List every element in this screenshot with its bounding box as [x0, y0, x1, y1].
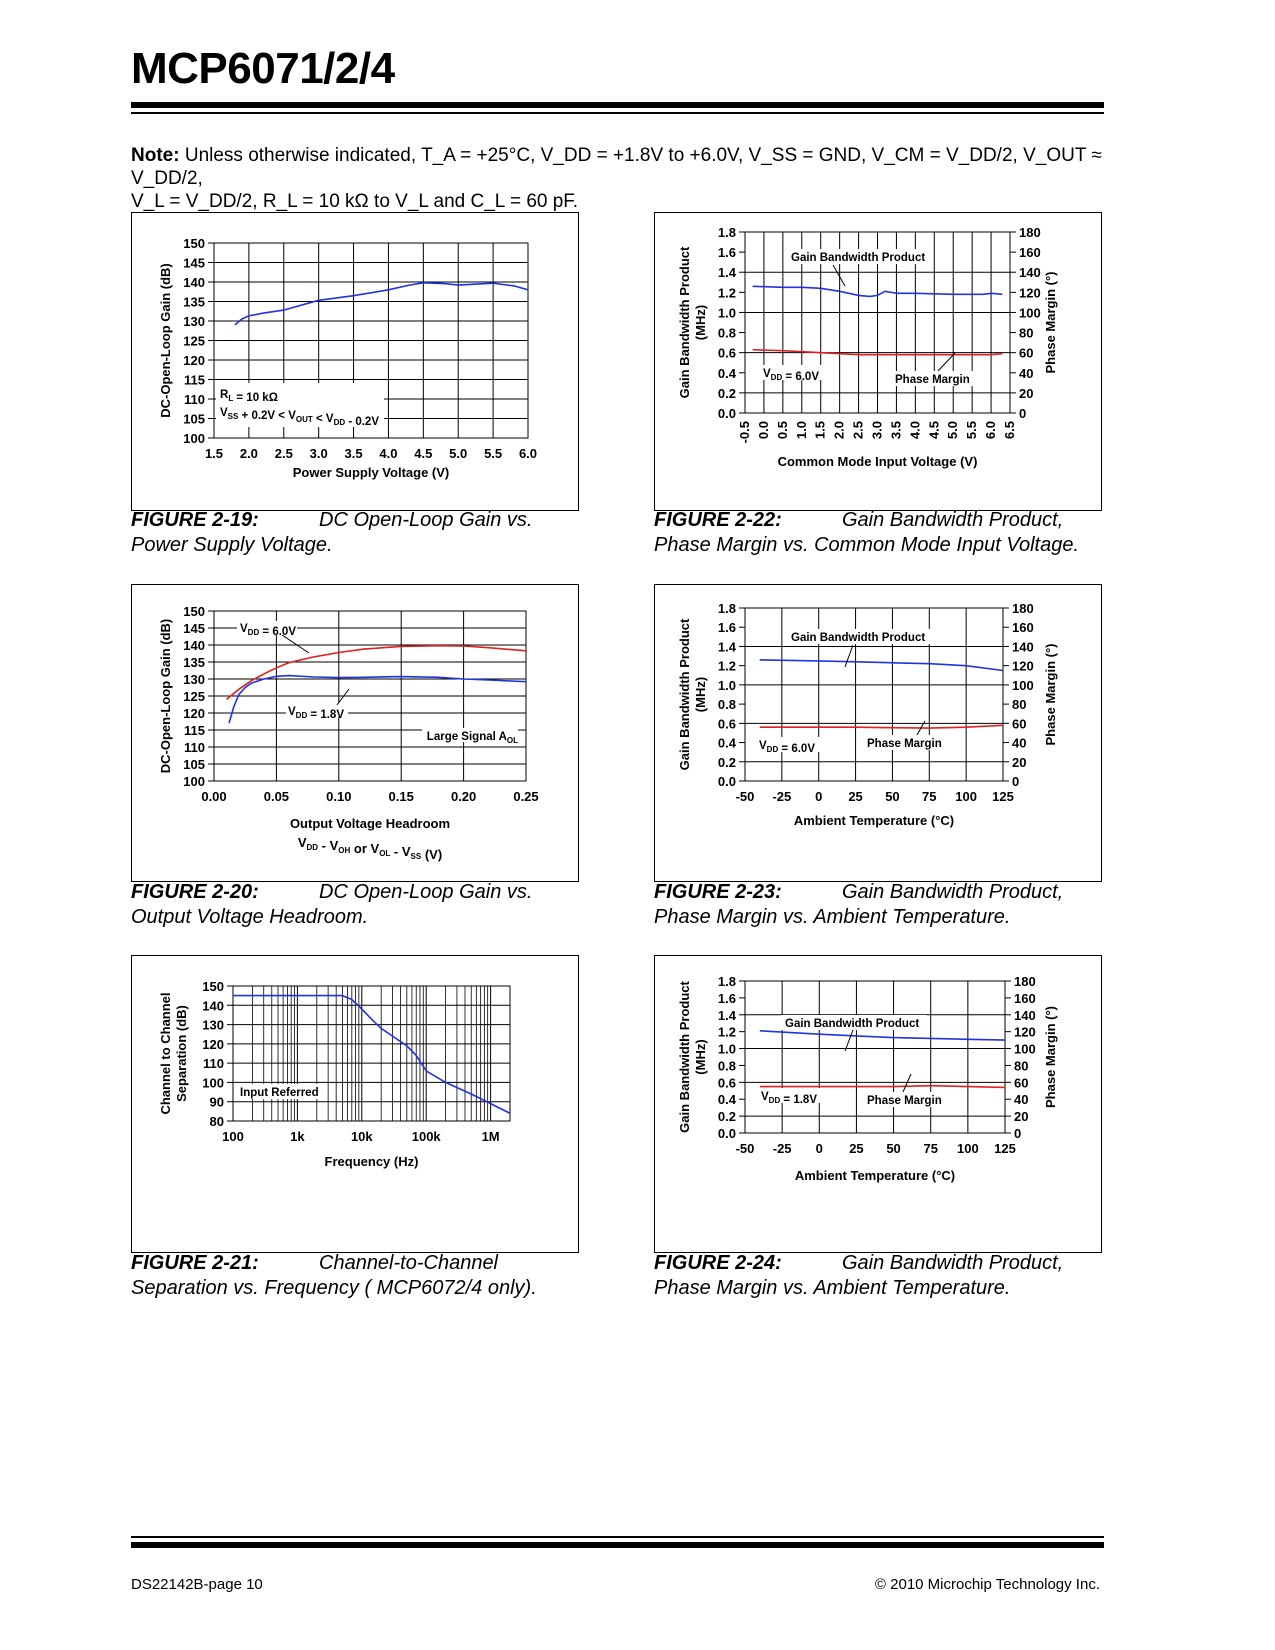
y-tick-label: 0.8	[717, 697, 736, 713]
y-tick-label: 125	[183, 333, 205, 349]
x-tick-label: 4.0	[379, 446, 398, 461]
chart-fig23-box	[654, 584, 1102, 882]
y-tick-label: 0.6	[717, 1075, 736, 1091]
header-rule	[131, 102, 1104, 108]
figure-title-line2: Phase Margin vs. Ambient Temperature.	[654, 906, 1011, 928]
x-tick-label: 25	[848, 789, 863, 804]
y2-tick-label: 20	[1014, 1109, 1029, 1125]
y2-tick-label: 60	[1012, 716, 1027, 732]
y-tick-label: 135	[183, 294, 205, 310]
y-axis-label-2: (MHz)	[693, 304, 708, 341]
y-axis-label: Gain Bandwidth Product	[677, 246, 692, 399]
y-tick-label: 150	[183, 604, 205, 619]
x-tick-label: 75	[922, 789, 937, 804]
x-tick-label: 5.0	[449, 446, 468, 461]
x-tick-label: 1M	[481, 1129, 500, 1144]
y-tick-label: 130	[183, 672, 205, 687]
annotation-vdd: $V_{DD} = 6.0V$	[759, 740, 815, 755]
y2-tick-label: 180	[1014, 974, 1036, 989]
y-tick-label: 0.2	[717, 385, 736, 401]
y2-axis-label: Phase Margin (°)	[1043, 271, 1058, 374]
figure-title-line2: Phase Margin vs. Ambient Temperature.	[654, 1277, 1011, 1299]
x-tick-label: -25	[772, 789, 792, 804]
y-tick-label: 110	[184, 740, 205, 755]
y2-tick-label: 0	[1019, 406, 1027, 421]
figure-title: Gain Bandwidth Product,	[842, 509, 1064, 531]
note-line1: Unless otherwise indicated, T_A = +25°C, V_DD = +1.8V to +6.0V, V_SS = GND, V_CM = V_DD/2, V_OUT ≈ V_DD/2,	[131, 145, 1102, 189]
annotation-vdd-6v: $V_{DD} = 6.0V$	[240, 623, 296, 638]
y-tick-label: 135	[183, 655, 205, 670]
x-tick-label: 25	[849, 1141, 864, 1156]
figure-number: FIGURE 2-23:	[654, 881, 782, 903]
y-tick-label: 1.4	[717, 265, 736, 281]
y-tick-label: 145	[183, 255, 205, 271]
page-title: MCP6071/2/4	[131, 44, 395, 93]
x-tick-label: 100	[955, 789, 977, 804]
y-tick-label: 140	[183, 275, 205, 290]
x-tick-label: 0.20	[450, 789, 477, 804]
y2-tick-label: 140	[1014, 1007, 1036, 1023]
y-tick-label: 130	[202, 1017, 224, 1033]
y-tick-label: 110	[184, 392, 205, 407]
x-tick-label: 100k	[411, 1129, 441, 1144]
y-tick-label: 1.8	[717, 225, 736, 240]
x-tick-label: 2.0	[239, 446, 258, 461]
chart-fig19	[132, 213, 578, 510]
x-tick-label: 3.0	[309, 446, 328, 461]
header-rule-thin	[131, 112, 1104, 114]
footer-rule-thin	[131, 1536, 1104, 1538]
x-tick-label: -25	[772, 1141, 792, 1156]
x-tick-label: 0.5	[774, 421, 790, 440]
x-tick-label: 6.0	[983, 421, 999, 440]
chart-fig21-box	[131, 955, 579, 1253]
caption-fig19	[131, 508, 591, 558]
y2-tick-label: 160	[1019, 245, 1041, 261]
caption-fig22	[654, 508, 1124, 558]
y-tick-label: 120	[202, 1036, 224, 1052]
figure-title: Gain Bandwidth Product,	[842, 1252, 1064, 1274]
x-tick-label: 3.0	[869, 421, 885, 440]
y-tick-label: 105	[183, 757, 205, 772]
y-tick-label: 1.4	[717, 1007, 736, 1023]
y-tick-label: 1.2	[717, 285, 736, 301]
x-tick-label: 1.5	[812, 421, 828, 440]
x-tick-label: 5.5	[964, 421, 980, 440]
figure-title-line2: Power Supply Voltage.	[131, 534, 333, 556]
y2-tick-label: 100	[1014, 1041, 1036, 1057]
x-tick-label: 6.0	[518, 446, 538, 461]
y-tick-label: 105	[183, 411, 205, 427]
chart-fig24	[655, 956, 1101, 1252]
y-tick-label: 1.8	[717, 601, 736, 616]
y-axis-label: Channel to Channel	[158, 992, 173, 1115]
x-axis-label: Ambient Temperature (°C)	[793, 813, 955, 828]
y-tick-label: 1.6	[717, 245, 736, 261]
x-tick-label: 0.05	[263, 789, 290, 804]
y-tick-label: 1.2	[717, 658, 736, 674]
footer-copyright: © 2010 Microchip Technology Inc.	[874, 1576, 1100, 1593]
x-tick-label: 4.5	[926, 421, 942, 440]
annotation-input-referred: Input Referred	[240, 1087, 319, 1099]
figure-number: FIGURE 2-24:	[654, 1252, 782, 1274]
x-tick-label: 0.15	[388, 789, 414, 804]
x-tick-label: 4.5	[414, 446, 433, 461]
x-tick-label: 50	[885, 789, 900, 804]
x-tick-label: 6.5	[1002, 421, 1017, 440]
annotation-arrow	[903, 1074, 911, 1092]
y-tick-label: 1.6	[717, 620, 736, 636]
x-tick-label: 75	[923, 1141, 938, 1156]
annotation-rl: $R_L = 10$ kΩ	[220, 389, 278, 404]
annotation-gbwp: Gain Bandwidth Product	[791, 252, 926, 264]
figure-number: FIGURE 2-19:	[131, 509, 259, 531]
annotation-phase-margin: Phase Margin	[895, 374, 970, 386]
y2-tick-label: 60	[1019, 345, 1034, 361]
annotation-vdd-1v8: $V_{DD} = 1.8V$	[288, 706, 344, 721]
annotation-phase-margin: Phase Margin	[867, 738, 942, 750]
x-tick-label: 1k	[290, 1129, 305, 1144]
y-tick-label: 0.4	[717, 365, 736, 381]
y-tick-label: 140	[183, 638, 205, 653]
x-tick-label: -50	[735, 789, 755, 804]
y-tick-label: 80	[209, 1114, 224, 1129]
y-axis-label: Gain Bandwidth Product	[677, 981, 692, 1133]
annotation-vout-range: $V_{SS} + 0.2V < V_{OUT} < V_{DD} - 0.2V$	[220, 407, 380, 428]
y2-tick-label: 180	[1012, 601, 1034, 616]
y-tick-label: 120	[183, 706, 205, 721]
y2-tick-label: 140	[1012, 639, 1034, 655]
y-tick-label: 110	[203, 1056, 224, 1072]
x-tick-label: 0.00	[201, 789, 227, 804]
y-tick-label: 1.2	[717, 1024, 736, 1040]
y-tick-label: 1.0	[717, 677, 736, 693]
y2-tick-label: 100	[1019, 305, 1041, 321]
x-tick-label: -50	[735, 1141, 755, 1156]
y2-tick-label: 40	[1012, 735, 1027, 751]
annotation-gbwp: Gain Bandwidth Product	[791, 632, 926, 644]
x-axis-label: Common Mode Input Voltage (V)	[777, 454, 978, 469]
caption-fig23	[654, 880, 1124, 930]
y2-tick-label: 80	[1012, 697, 1027, 713]
series-line-v-dd-6-0v	[227, 646, 527, 700]
x-tick-label: 1.5	[204, 446, 224, 461]
figure-title-line2: Separation vs. Frequency ( MCP6072/4 only).	[131, 1277, 537, 1299]
annotation-arrow	[833, 265, 845, 286]
y2-tick-label: 100	[1012, 677, 1034, 693]
x-axis-label: Output Voltage Headroom	[289, 816, 451, 831]
y-tick-label: 1.4	[717, 639, 736, 655]
annotation-arrow	[938, 353, 955, 371]
note-line2: V_L = V_DD/2, R_L = 10 kΩ to V_L and C_L = 60 pF.	[131, 191, 579, 212]
x-tick-label: 2.5	[850, 421, 866, 440]
y-tick-label: 100	[202, 1075, 224, 1091]
y2-tick-label: 140	[1019, 265, 1041, 281]
x-tick-label: 1.0	[793, 421, 809, 440]
annotation-arrow	[845, 1030, 853, 1051]
y-axis-label: DC-Open-Loop Gain (dB)	[158, 263, 173, 418]
y2-tick-label: 80	[1019, 325, 1034, 341]
figure-number: FIGURE 2-21:	[131, 1252, 259, 1274]
x-tick-label: 3.5	[344, 446, 363, 461]
x-tick-label: 50	[886, 1141, 901, 1156]
y-tick-label: 100	[183, 431, 205, 446]
y-tick-label: 0.6	[717, 716, 736, 732]
y-tick-label: 0.0	[717, 774, 736, 789]
conditions-note	[131, 144, 1111, 213]
y2-tick-label: 120	[1012, 658, 1034, 674]
y-tick-label: 125	[183, 689, 205, 704]
x-tick-label: 125	[994, 1141, 1016, 1156]
x-tick-label: -0.5	[737, 421, 752, 444]
x-axis-label: Power Supply Voltage (V)	[292, 465, 450, 480]
x-tick-label: 10k	[350, 1129, 373, 1144]
annotation-vdd: $V_{DD} = 6.0V$	[763, 368, 819, 383]
plot-frame	[233, 986, 510, 1121]
y-axis-label-2: (MHz)	[693, 1039, 708, 1075]
figure-title-line2: Output Voltage Headroom.	[131, 906, 369, 928]
annotation-gbwp: Gain Bandwidth Product	[785, 1018, 920, 1030]
chart-fig23	[655, 585, 1101, 881]
chart-fig19-box	[131, 212, 579, 511]
x-tick-label: 0	[815, 789, 823, 804]
caption-fig21	[131, 1251, 601, 1301]
y-tick-label: 115	[184, 372, 205, 388]
x-tick-label: 0.0	[755, 421, 771, 440]
x-axis-label: Frequency (Hz)	[324, 1154, 419, 1169]
y-tick-label: 100	[183, 774, 205, 789]
annotation-phase-margin: Phase Margin	[867, 1095, 942, 1107]
y-axis-label-2: (MHz)	[693, 676, 708, 713]
y2-tick-label: 20	[1019, 385, 1034, 401]
x-tick-label: 0.25	[513, 789, 539, 804]
y-tick-label: 0.6	[717, 345, 736, 361]
y-tick-label: 1.8	[717, 974, 736, 989]
y-tick-label: 130	[183, 314, 205, 329]
y-tick-label: 140	[202, 998, 224, 1014]
annotation-vdd: $V_{DD} = 1.8V$	[761, 1091, 817, 1106]
chart-fig21	[132, 956, 578, 1252]
x-tick-label: 0.10	[326, 789, 352, 804]
figure-number: FIGURE 2-20:	[131, 881, 259, 903]
note-label: Note:	[131, 145, 180, 166]
y2-tick-label: 160	[1014, 990, 1036, 1006]
y-tick-label: 1.0	[717, 305, 736, 321]
y-axis-label-2: Separation (dB)	[174, 1005, 189, 1102]
footer-rule	[131, 1542, 1104, 1548]
caption-fig24	[654, 1251, 1124, 1301]
y-tick-label: 150	[183, 236, 205, 251]
annotation-arrow	[845, 645, 853, 667]
y2-tick-label: 160	[1012, 620, 1034, 636]
y-tick-label: 0.2	[717, 1109, 736, 1125]
x-tick-label: 4.0	[907, 421, 923, 440]
y2-tick-label: 20	[1012, 754, 1027, 770]
x-tick-label: 125	[992, 789, 1014, 804]
y-tick-label: 145	[183, 621, 205, 636]
y-axis-label: DC-Open-Loop Gain (dB)	[158, 618, 173, 774]
y-tick-label: 0.4	[717, 735, 736, 751]
y-tick-label: 0.8	[717, 1058, 736, 1074]
series-line-a-ol	[235, 283, 528, 325]
y-tick-label: 0.0	[717, 406, 736, 421]
figure-title: Channel-to-Channel	[319, 1252, 499, 1274]
figure-title: Gain Bandwidth Product,	[842, 881, 1064, 903]
chart-fig22	[655, 213, 1101, 510]
y-tick-label: 0.8	[717, 325, 736, 341]
y-tick-label: 0.0	[717, 1126, 736, 1141]
x-axis-label-2: $V_{DD} - V_{OH}$ or $V_{OL} - V_{SS}$ (V)	[297, 835, 443, 862]
series-line-phase-margin	[760, 1086, 1005, 1088]
figure-title: DC Open-Loop Gain vs.	[319, 881, 533, 903]
x-tick-label: 5.0	[945, 421, 961, 440]
x-tick-label: 3.5	[888, 421, 904, 440]
figure-title-line2: Phase Margin vs. Common Mode Input Voltage.	[654, 534, 1080, 556]
x-tick-label: 2.0	[831, 421, 847, 440]
y2-tick-label: 80	[1014, 1058, 1029, 1074]
y-tick-label: 150	[202, 979, 224, 994]
x-axis-label: Ambient Temperature (°C)	[794, 1168, 956, 1183]
plot-frame	[745, 981, 1005, 1133]
y2-tick-label: 0	[1012, 774, 1020, 789]
x-tick-label: 5.5	[484, 446, 503, 461]
y-tick-label: 1.0	[717, 1041, 736, 1057]
chart-fig20-box	[131, 584, 579, 882]
figure-title: DC Open-Loop Gain vs.	[319, 509, 533, 531]
y2-tick-label: 40	[1014, 1092, 1029, 1108]
y2-tick-label: 0	[1014, 1126, 1022, 1141]
x-tick-label: 100	[957, 1141, 979, 1156]
chart-fig24-box	[654, 955, 1102, 1253]
caption-fig20	[131, 880, 591, 930]
y-tick-label: 0.4	[717, 1092, 736, 1108]
y2-tick-label: 120	[1019, 285, 1041, 301]
y2-axis-label: Phase Margin (°)	[1043, 643, 1058, 746]
annotation-large-signal: Large Signal $A_{OL}$	[426, 731, 518, 745]
y-tick-label: 120	[183, 353, 205, 368]
y2-tick-label: 60	[1014, 1075, 1029, 1091]
chart-fig20	[132, 585, 578, 881]
y2-tick-label: 40	[1019, 365, 1034, 381]
y2-tick-label: 120	[1014, 1024, 1036, 1040]
y2-axis-label: Phase Margin (°)	[1043, 1006, 1058, 1108]
y-tick-label: 1.6	[717, 990, 736, 1006]
x-tick-label: 2.5	[274, 446, 293, 461]
y-axis-label: Gain Bandwidth Product	[677, 618, 692, 771]
y-tick-label: 0.2	[717, 754, 736, 770]
footer-doc-id: DS22142B-page 10	[131, 1576, 263, 1593]
y-tick-label: 90	[209, 1094, 224, 1110]
x-tick-label: 100	[222, 1129, 244, 1144]
x-tick-label: 0	[815, 1141, 823, 1156]
figure-number: FIGURE 2-22:	[654, 509, 782, 531]
series-line-v-dd-1-8v	[229, 676, 526, 724]
y2-tick-label: 180	[1019, 225, 1041, 240]
chart-fig22-box	[654, 212, 1102, 511]
y-tick-label: 115	[184, 723, 205, 738]
